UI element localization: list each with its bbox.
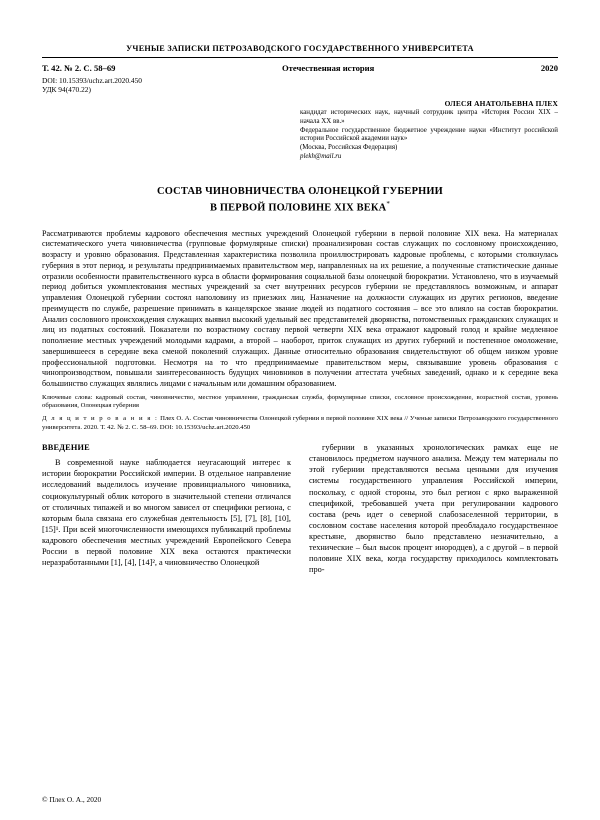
page-content xyxy=(42,44,558,575)
doi[interactable]: DOI: 10.15393/uchz.art.2020.450 xyxy=(42,76,142,85)
identifier-block xyxy=(42,76,558,95)
author-block xyxy=(300,99,558,162)
left-column xyxy=(42,442,291,575)
udk: УДК 94(470.22) xyxy=(42,85,91,95)
page-title xyxy=(42,184,558,216)
citation-label: Д л я ц и т и р о в а н и я : xyxy=(42,414,159,422)
title-footnote-marker: * xyxy=(386,200,391,209)
title-line-2-text: В ПЕРВОЙ ПОЛОВИНЕ XIX ВЕКА xyxy=(209,202,387,214)
abstract: Рассматриваются проблемы кадрового обеспечения местных учреждений Олонецкой губернии в первой половине XIX века. На материалах систематического учета чиновничества (групповые формулярные списки) проанализирован состав служащих по сословному происхождению, возрасту и уровню образования. Представленная характеристика позволила проиллюстрировать кадровые проблемы, с которыми столкнулась губерния в этот период, и результаты предпринимаемых правительством мер, направленных на их решение, а полученные статистические данные отразили особенности правительственного курса в области формирования социальной базы олонецкой бюрократии. Установлено, что в изучаемый период добиться укомплектования местных учреждений за счет внутренних ресурсов губернии не представлялось возможным, и аппарат управления Олонецкой губернии состоял наполовину из приезжих лиц. Назначение на должности служащих из других регионов, введение преимуществ по службе, разрешение принимать в канцелярское звание людей из податного состояния – все это влияло на состав бюрократии. Анализ сословного происхождения служащих выявил высокий удельный вес представителей дворянства, потомственных гражданских служащих и лиц из податных состояний. Показатели по возрастному составу первой четверти XIX века отражают кадровый голод и крайне медленное пополнение местных учреждений молодыми кадрами, а второй – наоборот, приток служащих из других губерний и постепенное омоложение, завершившееся в середине века сменой поколений служащих. Данные относительно образования свидетельствуют об общем низком уровне профессиональной подготовки. Несмотря на то что предпринимаемые правительством меры, связывавшие уровень образования с чинопроизводством, повышали заинтересованность будущих чиновников в получении аттестата учебных заведений, однако и к середине века большинство служащих являлись лицами с начальным или домашним образованием. xyxy=(42,228,558,389)
body-columns xyxy=(42,442,558,575)
right-column xyxy=(309,442,558,575)
author-name: ОЛЕСЯ АНАТОЛЬЕВНА ПЛЕХ xyxy=(444,98,558,108)
left-column-paragraph: В современной науке наблюдается неугасающий интерес к истории бюрократии Российской империи. В отдельное направление исследований выделилось изучение провинциального чиновника, социокультурный облик которого в значительной степени отличался от столичных типажей и во многом зависел от специфики региона, с которым была связана его служебная деятельность [5], [7], [8], [10], [15]¹. При всей многочисленности имеющихся публикаций проблемы кадрового обеспечения местных учреждений Европейского Севера России в первой половине XIX века остаются практически неразработанными [1], [4], [14]², а чиновничество Олонецкой xyxy=(42,458,291,568)
issue-year: 2020 xyxy=(540,63,558,73)
footer-copyright: © Плех О. А., 2020 xyxy=(42,795,102,804)
citation-block xyxy=(42,415,558,432)
journal-section: Отечественная история xyxy=(281,63,375,73)
issue-line xyxy=(42,63,558,73)
author-email[interactable]: plekh@mail.ru xyxy=(300,153,342,161)
right-column-paragraph: губернии в указанных хронологических рамках еще не становилось предметом научного анализа. Между тем материалы по этой губернии представляются весьма ценными для изучения системы государственного управления Российской империи, поскольку, с одной стороны, это был регион с ярко выраженной спецификой, требовавшей учета при регулировании кадрового состава (речь идет о северной слабозаселенной территории, в сословном составе населения которой преобладало государственное крестьяне, дворянство было представлено незначительно, а технические – был высок процент инородцев), а с другой – в первой половине XIX века, когда государству приходилось комплектовать про- xyxy=(309,443,558,575)
volume-pages: Т. 42. № 2. С. 58–69 xyxy=(42,63,116,73)
title-line-2 xyxy=(42,199,558,216)
header-divider xyxy=(42,57,558,58)
author-city: (Москва, Российская Федерация) xyxy=(300,144,398,152)
citation-text: Плех О. А. Состав чиновничества Олонецкой губернии в первой половине XIX века // Ученые записки Петрозаводского государственного университета. 2020. Т. 42. № 2. С. 58–69. DOI: 10.15393/uchz.art.2020.450 xyxy=(42,414,559,431)
author-degree: кандидат исторических наук, научный сотрудник центра «История России XIX – начала XX вв.» xyxy=(300,108,558,125)
keywords: Ключевые слова: кадровый состав, чиновничество, местное управление, гражданская служба, формулярные списки, сословное происхождение, возрастной состав, уровень образования, Олонецкая губерния xyxy=(42,393,558,410)
title-line-1: СОСТАВ ЧИНОВНИЧЕСТВА ОЛОНЕЦКОЙ ГУБЕРНИИ xyxy=(157,185,443,197)
section-heading-introduction: ВВЕДЕНИЕ xyxy=(42,443,90,453)
journal-running-head: УЧЕНЫЕ ЗАПИСКИ ПЕТРОЗАВОДСКОГО ГОСУДАРСТВЕННОГО УНИВЕРСИТЕТА xyxy=(126,44,474,53)
author-affiliation: Федеральное государственное бюджетное учреждение науки «Институт российской истории Российской академии наук» xyxy=(300,126,558,143)
